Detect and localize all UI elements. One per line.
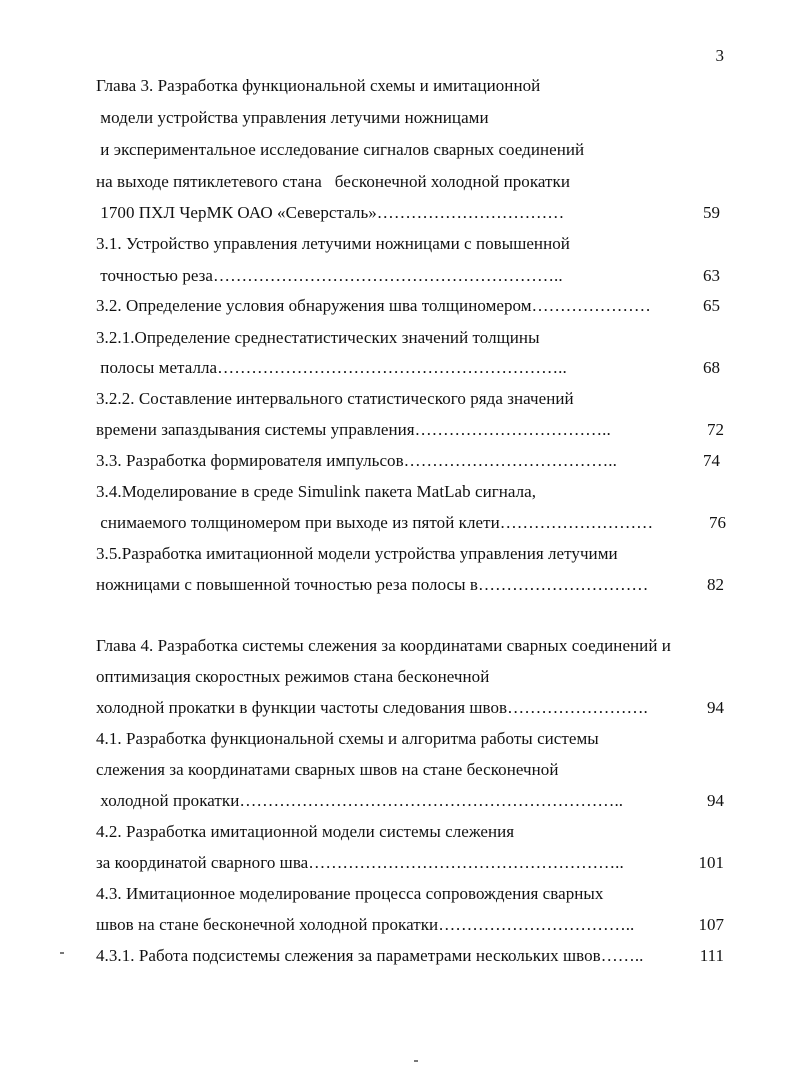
toc-entry-3-2-1-line-1: 3.2.1.Определение среднестатистических значений толщины: [96, 328, 540, 347]
toc-entry-3-4-line-2: снимаемого толщиномером при выходе из пятой клети………………………: [96, 513, 654, 532]
toc-entry-4-1-line-3: холодной прокатки…………………………………………………………..: [96, 791, 624, 810]
toc-entry-3-2: 3.2. Определение условия обнаружения шва толщиномером…………………: [96, 296, 651, 315]
toc-entry-3-3: 3.3. Разработка формирователя импульсов………………………………..: [96, 451, 617, 470]
toc-entry-4-3-page: 107: [698, 915, 724, 934]
toc-entry-3-2-1-page: 68: [703, 358, 720, 377]
toc-entry-4-1-page: 94: [707, 791, 724, 810]
chapter3-title-line-5: 1700 ПХЛ ЧерМК ОАО «Северсталь»……………………………: [96, 203, 565, 222]
toc-entry-3-5-page: 82: [707, 575, 724, 594]
toc-entry-3-4-line-1: 3.4.Моделирование в среде Simulink пакета MatLab сигнала,: [96, 482, 537, 501]
page-number: 3: [715, 46, 724, 65]
toc-entry-4-3-line-1: 4.3. Имитационное моделирование процесса сопровождения сварных: [96, 884, 604, 903]
chapter3-title-line-2: модели устройства управления летучими ножницами: [96, 108, 489, 127]
toc-entry-3-2-2-line-2: времени запаздывания системы управления……………………………..: [96, 420, 611, 439]
toc-entry-4-3-1-page: 111: [699, 946, 724, 965]
toc-entry-4-1-line-1: 4.1. Разработка функциональной схемы и алгоритма работы системы: [96, 729, 599, 748]
toc-entry-3-2-2-page: 72: [707, 420, 724, 439]
toc-entry-3-1-line-2: точностью реза……………………………………………………..: [96, 266, 563, 285]
chapter4-title-line-2: оптимизация скоростных режимов стана бесконечной: [96, 667, 490, 686]
chapter4-title-line-1: Глава 4. Разработка системы слежения за координатами сварных соединений и: [96, 636, 671, 655]
toc-entry-3-5-line-2: ножницами с повышенной точностью реза полосы в…………………………: [96, 575, 649, 594]
toc-entry-4-2-line-2: за координатой сварного шва………………………………………………..: [96, 853, 624, 872]
scan-speck: [60, 952, 64, 954]
chapter3-title-line-1: Глава 3. Разработка функциональной схемы и имитационной: [96, 76, 541, 95]
toc-entry-3-2-1-line-2: полосы металла……………………………………………………..: [96, 358, 567, 377]
toc-entry-3-1-page: 63: [703, 266, 720, 285]
chapter3-title-line-4: на выходе пятиклетевого стана бесконечной холодной прокатки: [96, 172, 570, 191]
chapter4-page-number: 94: [707, 698, 724, 717]
toc-entry-3-2-page: 65: [703, 296, 720, 315]
toc-entry-3-5-line-1: 3.5.Разработка имитационной модели устройства управления летучими: [96, 544, 618, 563]
toc-entry-3-1-line-1: 3.1. Устройство управления летучими ножницами с повышенной: [96, 234, 570, 253]
toc-entry-4-1-line-2: слежения за координатами сварных швов на стане бесконечной: [96, 760, 559, 779]
chapter3-page-number: 59: [703, 203, 720, 222]
toc-entry-4-3-line-2: швов на стане бесконечной холодной прокатки……………………………..: [96, 915, 635, 934]
scan-speck: [414, 1060, 418, 1062]
chapter3-title-line-3: и экспериментальное исследование сигналов сварных соединений: [96, 140, 585, 159]
toc-entry-3-2-2-line-1: 3.2.2. Составление интервального статистического ряда значений: [96, 389, 574, 408]
toc-entry-3-3-page: 74: [703, 451, 720, 470]
toc-entry-4-2-line-1: 4.2. Разработка имитационной модели системы слежения: [96, 822, 515, 841]
toc-entry-4-2-page: 101: [698, 853, 724, 872]
toc-entry-4-3-1: 4.3.1. Работа подсистемы слежения за параметрами нескольких швов……..: [96, 946, 644, 965]
chapter4-title-line-3: холодной прокатки в функции частоты следования швов…………………….: [96, 698, 648, 717]
toc-entry-3-4-page: 76: [709, 513, 726, 532]
